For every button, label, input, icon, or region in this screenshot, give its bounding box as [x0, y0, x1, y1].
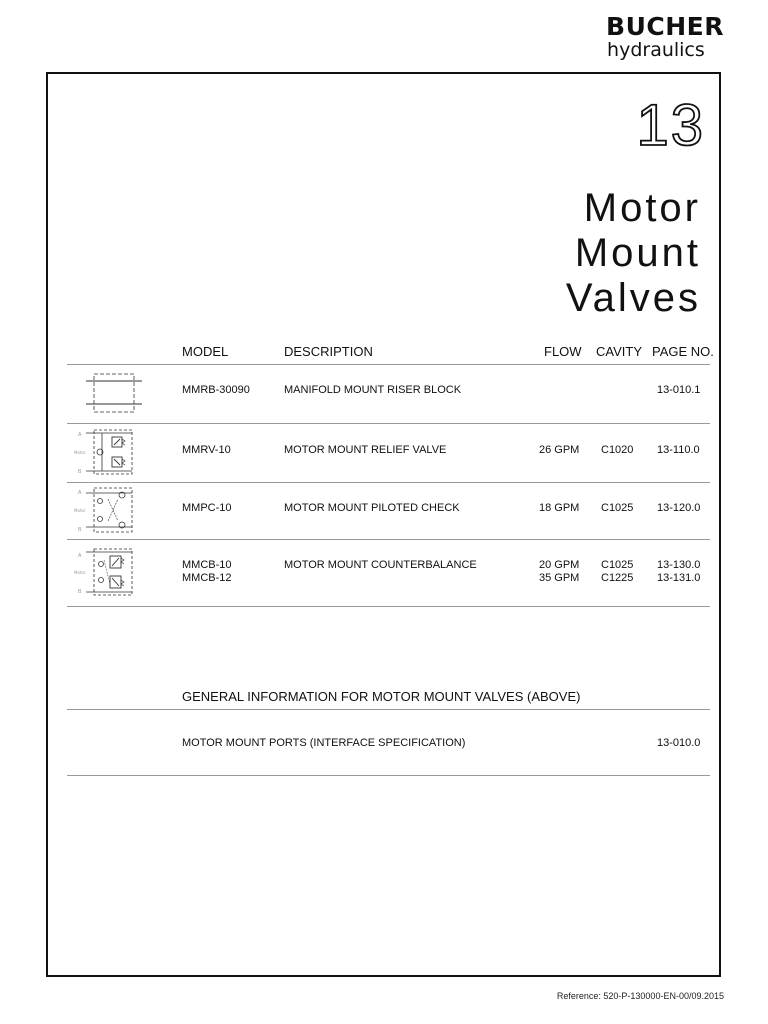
row-4-model-1: MMCB-10	[182, 559, 232, 571]
title-line-1: Motor	[583, 186, 701, 230]
header-flow: FLOW	[544, 344, 582, 359]
port-a-label: A	[78, 432, 82, 438]
general-info-page: 13-010.0	[657, 737, 701, 749]
row-3-flow: 18 GPM	[539, 502, 580, 514]
brand-subtitle: hydraulics	[607, 39, 705, 61]
table-divider	[67, 364, 710, 365]
general-info-divider	[67, 709, 710, 710]
port-b-label: B	[78, 589, 82, 595]
row-4-page-2: 13-131.0	[657, 572, 701, 584]
page-title	[566, 186, 701, 321]
table-row-divider	[67, 423, 710, 424]
row-1-page: 13-010.1	[657, 384, 701, 396]
row-3-page: 13-120.0	[657, 502, 701, 514]
row-4-flow-1: 20 GPM	[539, 559, 580, 571]
document-reference: Reference: 520-P-130000-EN-00/09.2015	[556, 991, 724, 1001]
header-page: PAGE NO.	[652, 344, 714, 359]
row-2-description: MOTOR MOUNT RELIEF VALVE	[284, 444, 447, 456]
general-info-item: MOTOR MOUNT PORTS (INTERFACE SPECIFICATION)	[182, 737, 466, 749]
port-a-label: A	[78, 490, 82, 496]
port-motor-label: Motor	[74, 450, 86, 455]
table-row-divider	[67, 606, 710, 607]
header-description: DESCRIPTION	[284, 344, 373, 359]
header-model: MODEL	[182, 344, 229, 359]
row-4-cavity-1: C1025	[601, 559, 634, 571]
general-info-heading: GENERAL INFORMATION FOR MOTOR MOUNT VALVES (ABOVE)	[182, 689, 581, 704]
general-info-divider-bottom	[67, 775, 710, 776]
row-2-cavity: C1020	[601, 444, 634, 456]
header-cavity: CAVITY	[596, 344, 642, 359]
row-2-page: 13-110.0	[657, 444, 700, 456]
row-3-description: MOTOR MOUNT PILOTED CHECK	[284, 502, 460, 514]
relief-valve-symbol	[74, 427, 140, 477]
brand-name: BUCHER	[606, 12, 724, 41]
row-4-cavity-2: C1225	[601, 572, 634, 584]
port-motor-label: Motor	[74, 508, 86, 513]
row-4-description: MOTOR MOUNT COUNTERBALANCE	[284, 559, 477, 571]
counterbalance-symbol	[74, 546, 140, 598]
table-row-divider	[67, 482, 710, 483]
port-motor-label: Motor	[74, 570, 86, 575]
riser-block-symbol	[86, 372, 142, 414]
row-4-model-2: MMCB-12	[182, 572, 232, 584]
port-b-label: B	[78, 469, 82, 475]
table-row-divider	[67, 539, 710, 540]
title-line-2: Mount	[574, 231, 701, 275]
row-4-page-1: 13-130.0	[657, 559, 701, 571]
chapter-number: 13	[636, 93, 705, 158]
row-3-cavity: C1025	[601, 502, 634, 514]
page-frame	[46, 72, 721, 977]
port-b-label: B	[78, 527, 82, 533]
row-2-flow: 26 GPM	[539, 444, 580, 456]
port-a-label: A	[78, 553, 82, 559]
title-line-3: Valves	[565, 276, 701, 320]
row-1-description: MANIFOLD MOUNT RISER BLOCK	[284, 384, 462, 396]
row-4-flow-2: 35 GPM	[539, 572, 580, 584]
row-2-model: MMRV-10	[182, 444, 231, 456]
brand-logo	[606, 14, 724, 60]
row-3-model: MMPC-10	[182, 502, 232, 514]
piloted-check-symbol	[74, 485, 140, 535]
row-1-model: MMRB-30090	[182, 384, 250, 396]
